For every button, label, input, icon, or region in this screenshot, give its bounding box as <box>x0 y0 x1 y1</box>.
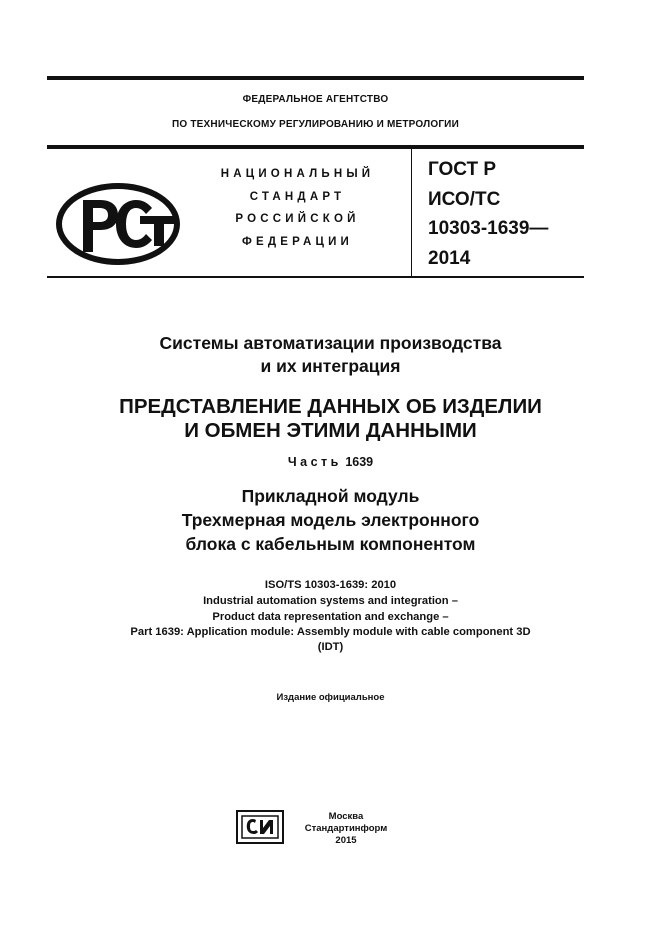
designation-line-4: 2014 <box>428 248 471 269</box>
header-rule <box>47 145 584 149</box>
part-label <box>0 455 661 469</box>
main-title-line-2: И ОБМЕН ЭТИМИ ДАННЫМИ <box>184 419 477 442</box>
title-line-2: и их интеграция <box>260 356 401 376</box>
english-line-1: ISO/TS 10303-1639: 2010 <box>264 579 397 591</box>
title-line-1: Системы автоматизации производства <box>159 333 502 353</box>
publisher-name: Стандартинформ <box>304 823 388 834</box>
national-line-4: ФЕДЕРАЦИИ <box>241 236 354 248</box>
gost-r-logo-icon <box>56 182 184 266</box>
subtitle-line-3: блока с кабельным компонентом <box>185 534 476 554</box>
agency-line-2: ПО ТЕХНИЧЕСКОМУ РЕГУЛИРОВАНИЮ И МЕТРОЛОГИИ <box>172 119 459 130</box>
publisher-city: Москва <box>328 811 364 822</box>
gost-r-logo <box>56 182 184 266</box>
main-title-line-1: ПРЕДСТАВЛЕНИЕ ДАННЫХ ОБ ИЗДЕЛИИ <box>119 395 542 418</box>
designation-line-3: 10303-1639— <box>428 218 549 239</box>
national-line-3: РОССИЙСКОЙ <box>235 213 360 225</box>
publisher-year: 2015 <box>335 835 357 846</box>
national-line-1: НАЦИОНАЛЬНЫЙ <box>220 168 375 180</box>
edition-note: Издание официальное <box>276 692 385 703</box>
english-line-5: (IDT) <box>317 641 344 653</box>
designation-line-1: ГОСТ Р <box>428 159 497 180</box>
vertical-divider <box>411 149 412 277</box>
designation-line-2: ИСО/ТС <box>428 189 501 210</box>
subtitle-line-2: Трехмерная модель электронного <box>181 510 480 530</box>
english-line-2: Industrial automation systems and integration – <box>203 595 458 607</box>
national-line-2: СТАНДАРТ <box>249 191 346 203</box>
subtitle-line-1: Прикладной модуль <box>241 486 420 506</box>
block-bottom-rule <box>47 276 584 278</box>
top-rule <box>47 76 584 80</box>
standartinform-logo-icon <box>236 810 284 844</box>
part-number: 1639 <box>345 455 374 469</box>
english-line-4: Part 1639: Application module: Assembly module with cable component 3D <box>130 626 531 638</box>
agency-line-1: ФЕДЕРАЛЬНОЕ АГЕНТСТВО <box>242 94 389 105</box>
publisher-logo <box>236 810 284 844</box>
part-word: Часть <box>287 455 342 469</box>
english-line-3: Product data representation and exchange – <box>212 611 449 623</box>
